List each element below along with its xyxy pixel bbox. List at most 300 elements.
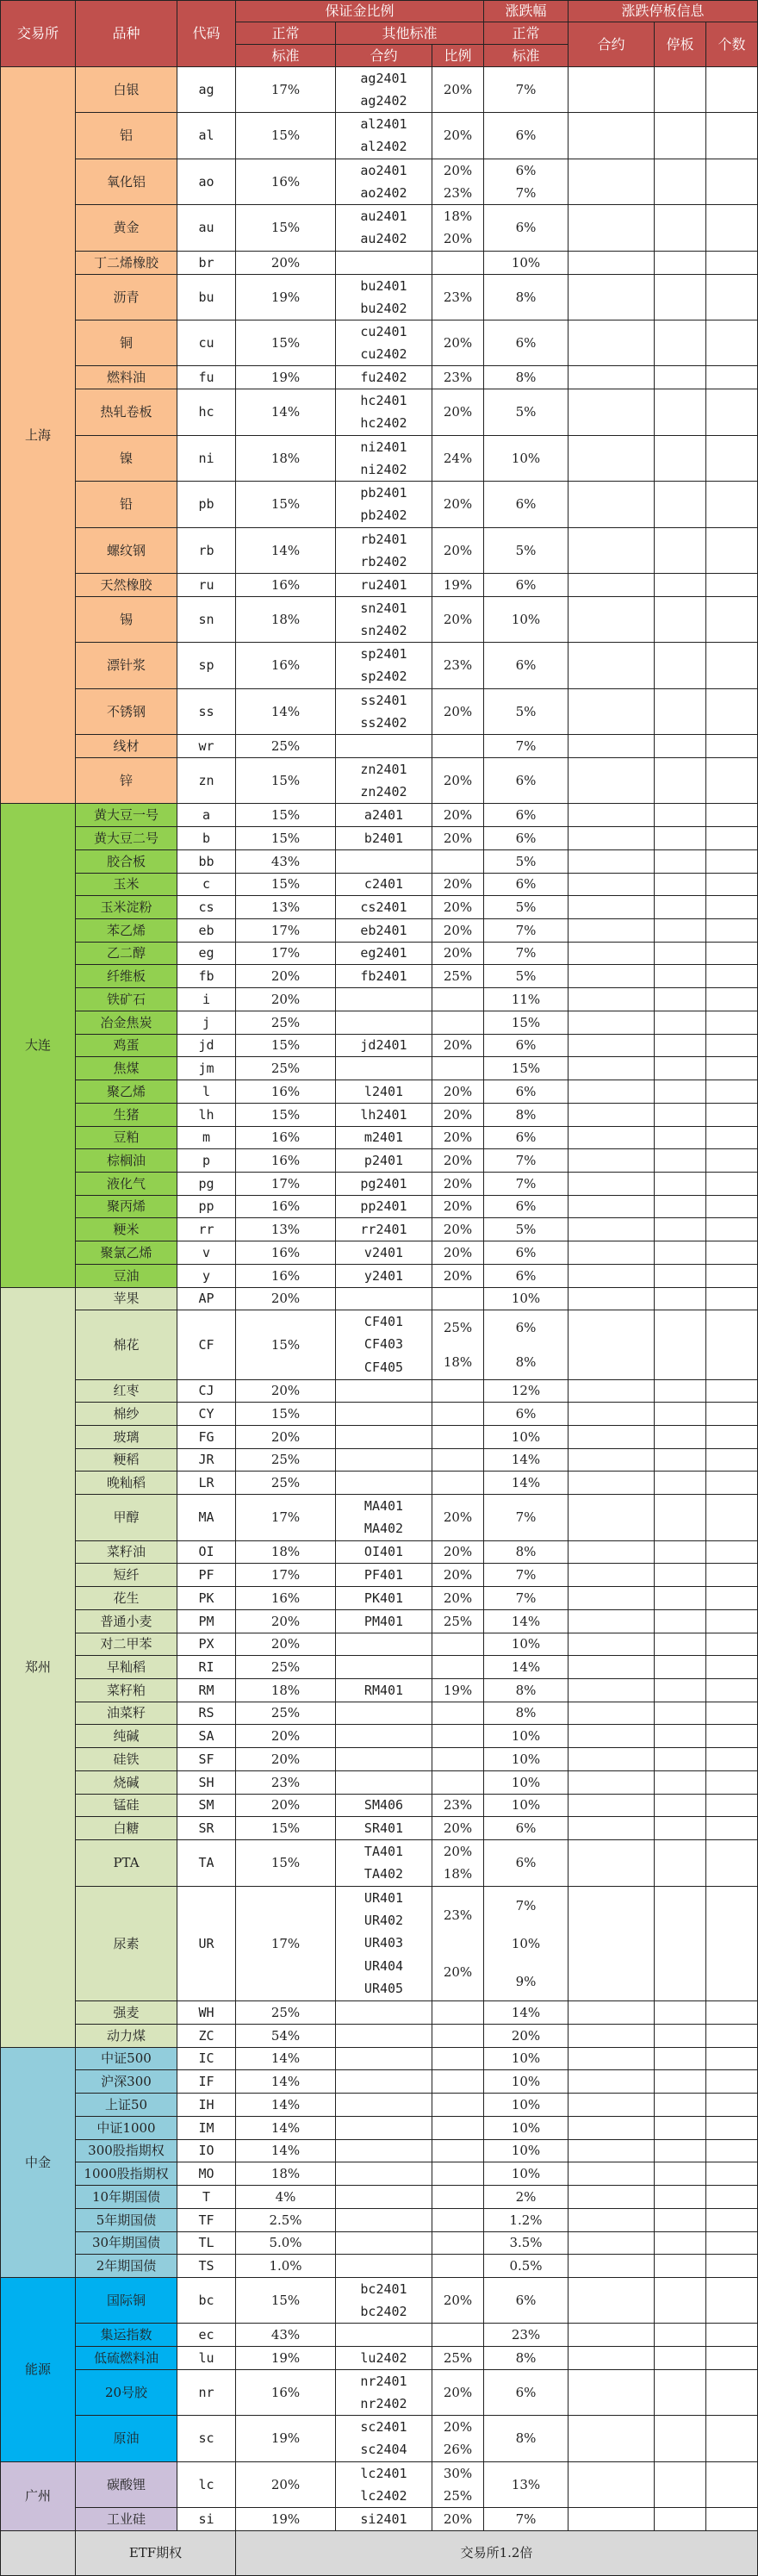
limit-board-cell (655, 2370, 706, 2416)
limit-board-cell (655, 2186, 706, 2209)
standard-margin: 19% (236, 2508, 336, 2531)
price-limit-value: 6% (515, 830, 537, 846)
limit-contract-cell (568, 1449, 655, 1472)
contract-list (336, 1541, 432, 1564)
contract-code: ag2401 (360, 70, 407, 86)
limit-contract-cell (568, 2370, 655, 2416)
price-limit-value: 6% (515, 657, 537, 673)
variety-code: LR (177, 1472, 236, 1495)
limit-contract-cell (568, 2209, 655, 2232)
variety-code: SF (177, 1748, 236, 1771)
header-ratio: 比例 (432, 45, 484, 67)
standard-margin: 18% (236, 1541, 336, 1564)
limit-count-cell (706, 1656, 758, 1679)
price-limit (484, 389, 568, 436)
header-limit-contract: 合约 (568, 22, 655, 67)
contract-ratio: 20% (443, 1843, 473, 1859)
variety-code: y (177, 1265, 236, 1288)
limit-count-cell (706, 1241, 758, 1265)
price-limit (484, 896, 568, 919)
variety-name: 强麦 (76, 2001, 177, 2025)
variety-code: TA (177, 1840, 236, 1887)
variety-code: p (177, 1149, 236, 1173)
contract-code: CF403 (363, 1336, 404, 1353)
standard-margin: 1.0% (236, 2255, 336, 2278)
ratio-list (432, 1887, 484, 2001)
limit-contract-cell (568, 1817, 655, 1840)
variety-name: 棕榈油 (76, 1149, 177, 1173)
standard-margin: 16% (236, 1587, 336, 1610)
limit-board-cell (655, 574, 706, 597)
variety-name: 短纤 (76, 1564, 177, 1587)
limit-count-cell (706, 850, 758, 874)
limit-contract-cell (568, 1656, 655, 1679)
exchange-name: 郑州 (0, 1288, 76, 2048)
header-variety: 品种 (76, 0, 177, 67)
limit-count-cell (706, 389, 758, 436)
variety-code: ag (177, 67, 236, 113)
price-limit (484, 528, 568, 574)
contract-list (336, 919, 432, 943)
limit-count-cell (706, 943, 758, 965)
standard-margin: 15% (236, 1403, 336, 1426)
limit-count-cell (706, 1610, 758, 1633)
ratio-list (432, 1587, 484, 1610)
variety-code: MO (177, 2162, 236, 2186)
limit-count-cell (706, 1679, 758, 1702)
price-limit (484, 1196, 568, 1218)
limit-contract-cell (568, 2094, 655, 2117)
contract-code: hc2401 (360, 392, 407, 408)
contract-ratio: 20% (443, 1544, 473, 1559)
limit-count-cell (706, 2370, 758, 2416)
variety-name: 漂针浆 (76, 643, 177, 689)
standard-margin: 17% (236, 67, 336, 113)
contract-list (336, 758, 432, 804)
limit-count-cell (706, 1310, 758, 1380)
price-limit (484, 67, 568, 113)
price-limit-value: 14% (511, 1658, 541, 1675)
price-limit-value: 10% (511, 1727, 541, 1744)
price-limit-value: 5% (515, 968, 537, 984)
limit-count-cell (706, 827, 758, 850)
variety-name: 玻璃 (76, 1426, 177, 1449)
contract-ratio: 24% (443, 450, 473, 466)
contract-list (336, 574, 432, 597)
contract-code: ss2402 (360, 714, 407, 731)
limit-board-cell (655, 643, 706, 689)
limit-count-cell (706, 1472, 758, 1495)
contract-list (336, 482, 432, 528)
variety-code: i (177, 988, 236, 1011)
contract-list (336, 943, 432, 965)
contract-ratio: 19% (443, 1682, 473, 1698)
standard-margin: 18% (236, 2162, 336, 2186)
standard-margin: 15% (236, 874, 336, 896)
variety-name: 红枣 (76, 1380, 177, 1403)
price-limit (484, 1679, 568, 1702)
variety-code: CY (177, 1403, 236, 1426)
limit-contract-cell (568, 1104, 655, 1127)
variety-code: IH (177, 2094, 236, 2117)
ratio-list (432, 1127, 484, 1149)
contract-list (336, 2370, 432, 2416)
limit-board-cell (655, 2048, 706, 2070)
ratio-list (432, 1241, 484, 1265)
contract-ratio: 25% (443, 1613, 473, 1629)
standard-margin: 25% (236, 1011, 336, 1035)
contract-ratio: 20% (443, 922, 473, 938)
variety-name: 丁二烯橡胶 (76, 252, 177, 275)
limit-board-cell (655, 1035, 706, 1057)
variety-code: RS (177, 1702, 236, 1725)
variety-code: pp (177, 1196, 236, 1218)
contract-list (336, 1196, 432, 1218)
contract-code: ag2402 (360, 92, 407, 109)
price-limit-value: 6% (515, 128, 537, 143)
variety-code: zn (177, 758, 236, 804)
limit-board-cell (655, 1610, 706, 1633)
variety-code: PK (177, 1587, 236, 1610)
price-limit (484, 1265, 568, 1288)
limit-contract-cell (568, 804, 655, 827)
price-limit-value: 6% (515, 1083, 537, 1099)
price-limit (484, 1218, 568, 1241)
variety-name: 1000股指期权 (76, 2162, 177, 2186)
variety-name: 上证50 (76, 2094, 177, 2117)
variety-name: 菜籽粕 (76, 1679, 177, 1702)
price-limit-value: 6% (515, 2292, 537, 2308)
price-limit (484, 1887, 568, 2001)
limit-count-cell (706, 1564, 758, 1587)
price-limit-value: 6% (515, 1244, 537, 1260)
contract-ratio: 20% (443, 542, 473, 558)
limit-contract-cell (568, 896, 655, 919)
price-limit (484, 943, 568, 965)
contract-code: ao2401 (360, 162, 407, 178)
standard-margin: 20% (236, 252, 336, 275)
limit-count-cell (706, 1748, 758, 1771)
exchange-name: 中金 (0, 2048, 76, 2278)
price-limit (484, 597, 568, 643)
limit-board-cell (655, 2140, 706, 2162)
price-limit (484, 2347, 568, 2370)
ratio-list (432, 1426, 484, 1449)
contract-code: sp2402 (360, 669, 407, 685)
contract-code: lh2401 (360, 1106, 407, 1123)
contract-list (336, 1127, 432, 1149)
price-limit (484, 1633, 568, 1656)
standard-margin: 19% (236, 275, 336, 320)
price-limit-value: 6% (515, 576, 537, 593)
price-limit (484, 1057, 568, 1080)
contract-ratio: 26% (443, 2442, 473, 2458)
variety-code: bb (177, 850, 236, 874)
limit-contract-cell (568, 389, 655, 436)
variety-name: 原油 (76, 2416, 177, 2462)
limit-contract-cell (568, 205, 655, 252)
ratio-list (432, 1495, 484, 1541)
price-limit-value: 8% (515, 1106, 537, 1123)
contract-code: TA401 (363, 1843, 404, 1859)
ratio-list (432, 2140, 484, 2162)
variety-code: b (177, 827, 236, 850)
price-limit (484, 758, 568, 804)
limit-board-cell (655, 1564, 706, 1587)
price-limit-value: 6% (515, 1319, 537, 1335)
contract-code: pb2401 (360, 484, 407, 501)
price-limit-value: 7% (515, 1509, 537, 1525)
variety-code: sp (177, 643, 236, 689)
price-limit (484, 689, 568, 735)
standard-margin: 43% (236, 850, 336, 874)
standard-margin: 15% (236, 205, 336, 252)
variety-name: 锌 (76, 758, 177, 804)
contract-code: sn2402 (360, 622, 407, 638)
limit-count-cell (706, 1403, 758, 1426)
contract-code: al2401 (360, 115, 407, 132)
contract-list (336, 1610, 432, 1633)
variety-code: T (177, 2186, 236, 2209)
price-limit (484, 2025, 568, 2048)
contract-code: MA402 (363, 1521, 404, 1537)
limit-contract-cell (568, 597, 655, 643)
variety-name: 早籼稻 (76, 1656, 177, 1679)
variety-code: a (177, 804, 236, 827)
price-limit (484, 159, 568, 205)
variety-name: 国际铜 (76, 2278, 177, 2324)
header-exchange: 交易所 (0, 0, 76, 67)
variety-code: WH (177, 2001, 236, 2025)
price-limit-value: 5% (515, 1221, 537, 1237)
ratio-list (432, 1310, 484, 1380)
price-limit-value: 10% (511, 2073, 541, 2089)
limit-count-cell (706, 2048, 758, 2070)
variety-name: 铝 (76, 113, 177, 159)
variety-code: CF (177, 1310, 236, 1380)
price-limit-value: 7% (515, 2511, 537, 2527)
ratio-list (432, 1702, 484, 1725)
contract-code: UR404 (363, 1957, 404, 1974)
variety-name: 苹果 (76, 1288, 177, 1310)
limit-board-cell (655, 1472, 706, 1495)
price-limit-value: 7% (515, 945, 537, 961)
limit-contract-cell (568, 1564, 655, 1587)
limit-count-cell (706, 896, 758, 919)
limit-count-cell (706, 2209, 758, 2232)
contract-list (336, 2048, 432, 2070)
standard-margin: 25% (236, 1472, 336, 1495)
limit-count-cell (706, 1218, 758, 1241)
limit-count-cell (706, 2070, 758, 2094)
standard-margin: 17% (236, 919, 336, 943)
header-standard-limit: 标准 (484, 45, 568, 67)
limit-contract-cell (568, 2347, 655, 2370)
price-limit (484, 850, 568, 874)
contract-code: ss2401 (360, 692, 407, 708)
contract-code: fu2402 (360, 369, 407, 385)
ratio-list (432, 896, 484, 919)
variety-name: 玉米 (76, 874, 177, 896)
price-limit (484, 366, 568, 389)
limit-board-cell (655, 850, 706, 874)
variety-code: sn (177, 597, 236, 643)
limit-contract-cell (568, 643, 655, 689)
variety-code: TL (177, 2232, 236, 2255)
ratio-list (432, 1380, 484, 1403)
ratio-list (432, 2255, 484, 2278)
variety-code: si (177, 2508, 236, 2531)
price-limit (484, 1472, 568, 1495)
variety-code: TF (177, 2209, 236, 2232)
ratio-list (432, 389, 484, 436)
variety-code: SH (177, 1771, 236, 1795)
contract-list (336, 1495, 432, 1541)
standard-margin: 14% (236, 2070, 336, 2094)
ratio-list (432, 1196, 484, 1218)
variety-name: 硅铁 (76, 1748, 177, 1771)
contract-list (336, 1725, 432, 1748)
contract-code: sc2404 (360, 2442, 407, 2458)
contract-ratio: 20% (443, 1963, 473, 1980)
contract-list (336, 2508, 432, 2531)
limit-count-cell (706, 67, 758, 113)
ratio-list (432, 1472, 484, 1495)
price-limit (484, 1310, 568, 1380)
variety-code: fu (177, 366, 236, 389)
price-limit (484, 574, 568, 597)
limit-contract-cell (568, 689, 655, 735)
ratio-list (432, 597, 484, 643)
price-limit-value: 10% (511, 1291, 541, 1306)
contract-list (336, 1795, 432, 1817)
standard-margin: 14% (236, 2117, 336, 2140)
price-limit (484, 1426, 568, 1449)
price-limit-value: 6% (515, 162, 537, 178)
limit-contract-cell (568, 1241, 655, 1265)
price-limit-value: 3.5% (509, 2235, 543, 2250)
price-limit-value: 11% (511, 991, 541, 1007)
limit-board-cell (655, 67, 706, 113)
standard-margin: 19% (236, 366, 336, 389)
limit-count-cell (706, 804, 758, 827)
price-limit (484, 252, 568, 275)
limit-board-cell (655, 1795, 706, 1817)
limit-board-cell (655, 1011, 706, 1035)
price-limit-value: 23% (511, 2326, 541, 2343)
ratio-list (432, 643, 484, 689)
variety-name: 黄大豆一号 (76, 804, 177, 827)
contract-ratio: 25% (443, 968, 473, 984)
standard-margin: 16% (236, 2370, 336, 2416)
limit-count-cell (706, 252, 758, 275)
contract-list (336, 252, 432, 275)
contract-list (336, 67, 432, 113)
ratio-list (432, 2001, 484, 2025)
price-limit-value: 7% (515, 1566, 537, 1583)
contract-ratio: 20% (443, 876, 473, 892)
limit-board-cell (655, 1265, 706, 1288)
variety-code: jm (177, 1057, 236, 1080)
ratio-list (432, 205, 484, 252)
limit-board-cell (655, 1310, 706, 1380)
limit-count-cell (706, 2278, 758, 2324)
contract-code: cu2402 (360, 345, 407, 362)
price-limit (484, 2162, 568, 2186)
price-limit (484, 1288, 568, 1310)
standard-margin: 14% (236, 389, 336, 436)
ratio-list (432, 2462, 484, 2508)
contract-code: lu2402 (360, 2349, 407, 2366)
contract-ratio: 20% (443, 1566, 473, 1583)
variety-code: v (177, 1241, 236, 1265)
ratio-list (432, 574, 484, 597)
limit-board-cell (655, 2255, 706, 2278)
contract-ratio: 20% (443, 1152, 473, 1168)
limit-contract-cell (568, 1035, 655, 1057)
price-limit-value: 7% (515, 1152, 537, 1168)
standard-margin: 20% (236, 2462, 336, 2508)
variety-code: IF (177, 2070, 236, 2094)
limit-count-cell (706, 2025, 758, 2048)
limit-contract-cell (568, 1472, 655, 1495)
price-limit (484, 320, 568, 366)
limit-count-cell (706, 1840, 758, 1887)
price-limit-value: 10% (511, 2050, 541, 2066)
price-limit-value: 7% (515, 1897, 537, 1913)
standard-margin: 16% (236, 1265, 336, 1288)
limit-count-cell (706, 643, 758, 689)
price-limit-value: 6% (515, 1037, 537, 1053)
standard-margin: 13% (236, 896, 336, 919)
contract-ratio: 20% (443, 2292, 473, 2308)
contract-ratio: 20% (443, 945, 473, 961)
standard-margin: 14% (236, 528, 336, 574)
limit-board-cell (655, 1127, 706, 1149)
contract-code: ni2402 (360, 461, 407, 477)
standard-margin: 15% (236, 1035, 336, 1057)
contract-code: y2401 (363, 1267, 404, 1284)
limit-count-cell (706, 320, 758, 366)
variety-name: 甲醇 (76, 1495, 177, 1541)
limit-count-cell (706, 735, 758, 758)
limit-contract-cell (568, 1887, 655, 2001)
limit-count-cell (706, 597, 758, 643)
ratio-list (432, 2324, 484, 2347)
variety-code: IO (177, 2140, 236, 2162)
variety-name: 铜 (76, 320, 177, 366)
contract-list (336, 205, 432, 252)
variety-code: ni (177, 436, 236, 482)
variety-name: 白糖 (76, 1817, 177, 1840)
ratio-list (432, 1610, 484, 1633)
variety-code: SM (177, 1795, 236, 1817)
exchange-name: 上海 (0, 67, 76, 804)
contract-list (336, 1057, 432, 1080)
ratio-list (432, 2070, 484, 2094)
limit-count-cell (706, 528, 758, 574)
price-limit (484, 1564, 568, 1587)
ratio-list (432, 1725, 484, 1748)
price-limit-value: 15% (511, 1014, 541, 1030)
contract-list (336, 1149, 432, 1173)
limit-board-cell (655, 1840, 706, 1887)
ratio-list (432, 2347, 484, 2370)
limit-contract-cell (568, 988, 655, 1011)
standard-margin: 14% (236, 2140, 336, 2162)
contract-list (336, 2462, 432, 2508)
limit-contract-cell (568, 482, 655, 528)
